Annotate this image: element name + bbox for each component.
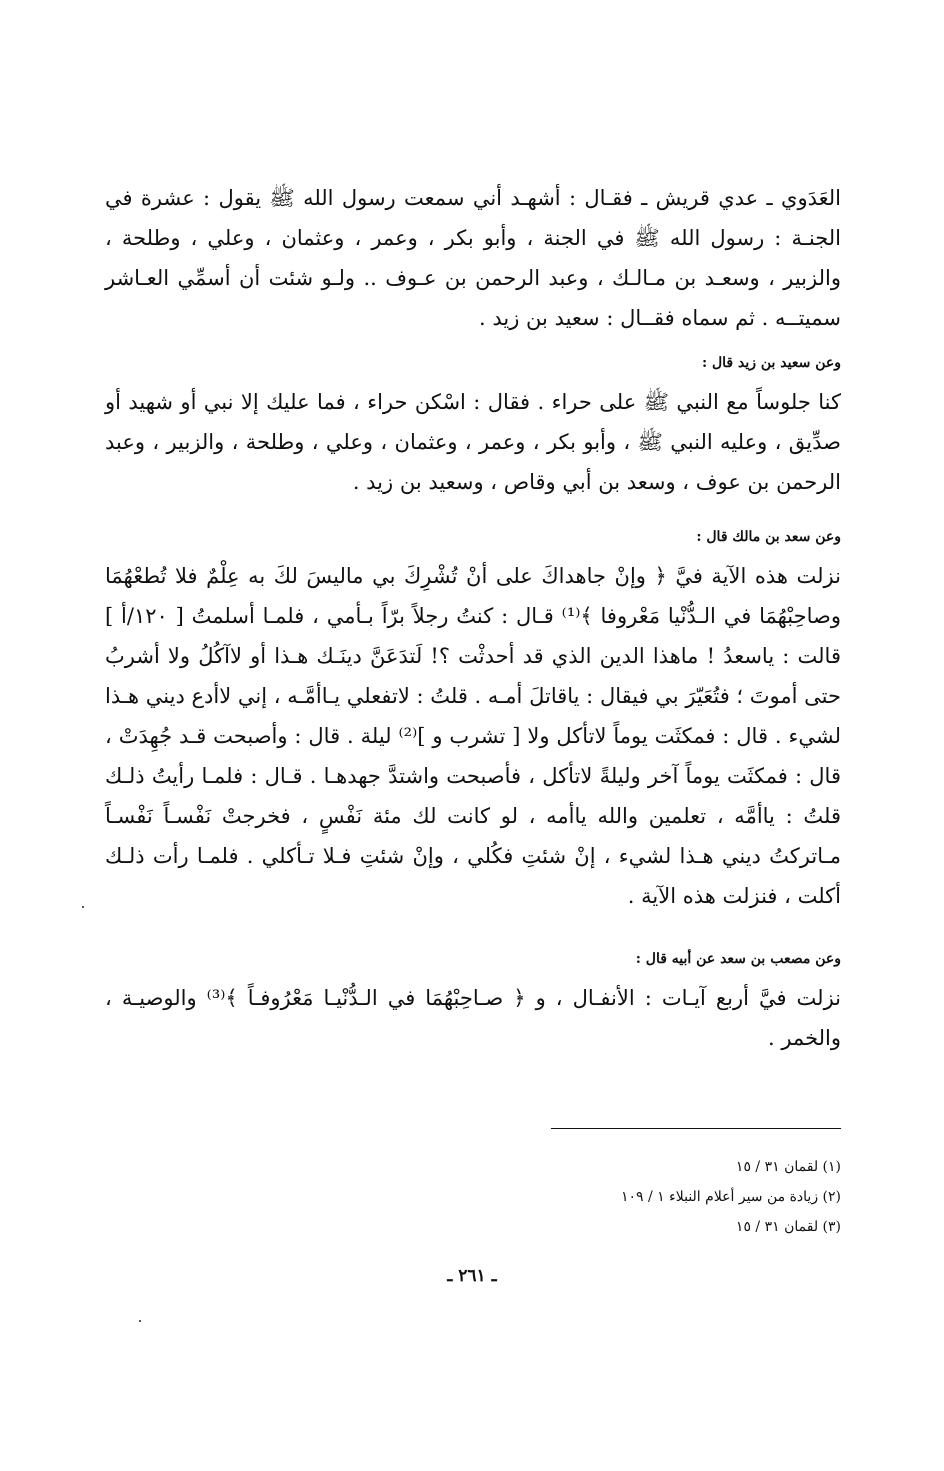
paragraph-2: كنا جلوساً مع النبي ﷺ على حراء . فقال : اسْكن حراء ، فما عليك إلا نبي أو شهيد أو صدِّيق ، وعليه النبي ﷺ ، وأبو بكر ، وعمر ، وعثمان ، وعلي ، وطلحة ، والزبير ، وعبد الرحمن بن عوف ، وسعد بن أبي وقاص ، وسعيد بن زيد . bbox=[105, 390, 841, 494]
footnotes bbox=[421, 1152, 841, 1242]
paragraph-4: نزلت فيَّ أربع آيـات : الأنفـال ، و ﴿ صـاحِبْهُمَا في الـدُّنْيـا مَعْرُوفـاً ﴾⁽³⁾ والوصيـة ، والخمر . bbox=[105, 986, 842, 1050]
main-text bbox=[105, 178, 841, 1058]
footnote-separator bbox=[551, 1128, 841, 1129]
scan-speck bbox=[139, 1320, 141, 1322]
scan-speck bbox=[82, 906, 84, 908]
footnote-2: (٢) زيادة من سير أعلام النبلاء ١ / ١٠٩ bbox=[620, 1189, 841, 1205]
section-heading-4: وعن مصعب بن سعد عن أبيه قال : bbox=[635, 951, 841, 967]
page-number: ـ ٢٦١ ـ bbox=[447, 1266, 497, 1286]
footnote-1: (١) لقمان ٣١ / ١٥ bbox=[735, 1159, 841, 1175]
paragraph-3: نزلت هذه الآية فيَّ ﴿ وإنْ جاهداكَ على أنْ تُشْرِكَ بي ماليسَ لكَ به عِلْمٌ فلا تُطعْهُمَا وصاحِبْهُمَا في الـدُّنْيا مَعْروفا ﴾⁽¹⁾ قـال : كنتُ رجلاً برّاً بـأمي ، فلمـا أسلمتُ [ ١٢٠/أ ] قالت : ياسعدُ ! ماهذا الدين الذي قد أحدثْت ؟! لَتدَعَنَّ دينَـك هـذا أو لاآكُلُ ولا أشربُ حتى أموتَ ؛ فتُعَيّرَ بي فيقال : ياقاتلَ أمـه . قلتُ : لاتفعلي يـاأمَّـه ، إني لاأدع ديني هـذا لشيء . قال : فمكثَت يوماً لاتأكل ولا [ تشرب و ]⁽²⁾ ليلة . قال : وأصبحت قـد جُهِدَتْ ، قال : فمكثَت يوماً آخر وليلةً لاتأكل ، فأصبحت واشتدَّ جهدهـا . قـال : فلمـا رأيتُ ذلـك قلتُ : ياأمَّه ، تعلمين والله ياأمه ، لو كانت لك مئة نَفْسٍ ، فخرجتْ نَفْسـاً نَفْسـاً مـاتركتُ ديني هـذا لشيء ، إنْ شئتِ فكُلي ، وإنْ شئتِ فـلا تـأكلي . فلمـا رأت ذلـك أكلت ، فنزلت هذه الآية . bbox=[105, 564, 842, 908]
paragraph-1: العَدَوي ـ عدي قريش ـ فقـال : أشهـد أني سمعت رسول الله ﷺ يقول : عشرة في الجنـة : رسول الله ﷺ في الجنة ، وأبو بكر ، وعمر ، وعثمان ، وعلي ، وطلحة ، والزبير ، وسعـد بن مـالـك ، وعبد الرحمن بن عـوف .. ولـو شئت أن أسمِّي العـاشر سميتــه . ثم سماه فقــال : سعيد بن زيد . bbox=[105, 186, 841, 330]
section-heading-2: وعن سعيد بن زيد قال : bbox=[701, 355, 841, 371]
footnote-3: (٣) لقمان ٣١ / ١٥ bbox=[735, 1219, 841, 1235]
section-heading-3: وعن سعد بن مالك قال : bbox=[696, 529, 841, 545]
